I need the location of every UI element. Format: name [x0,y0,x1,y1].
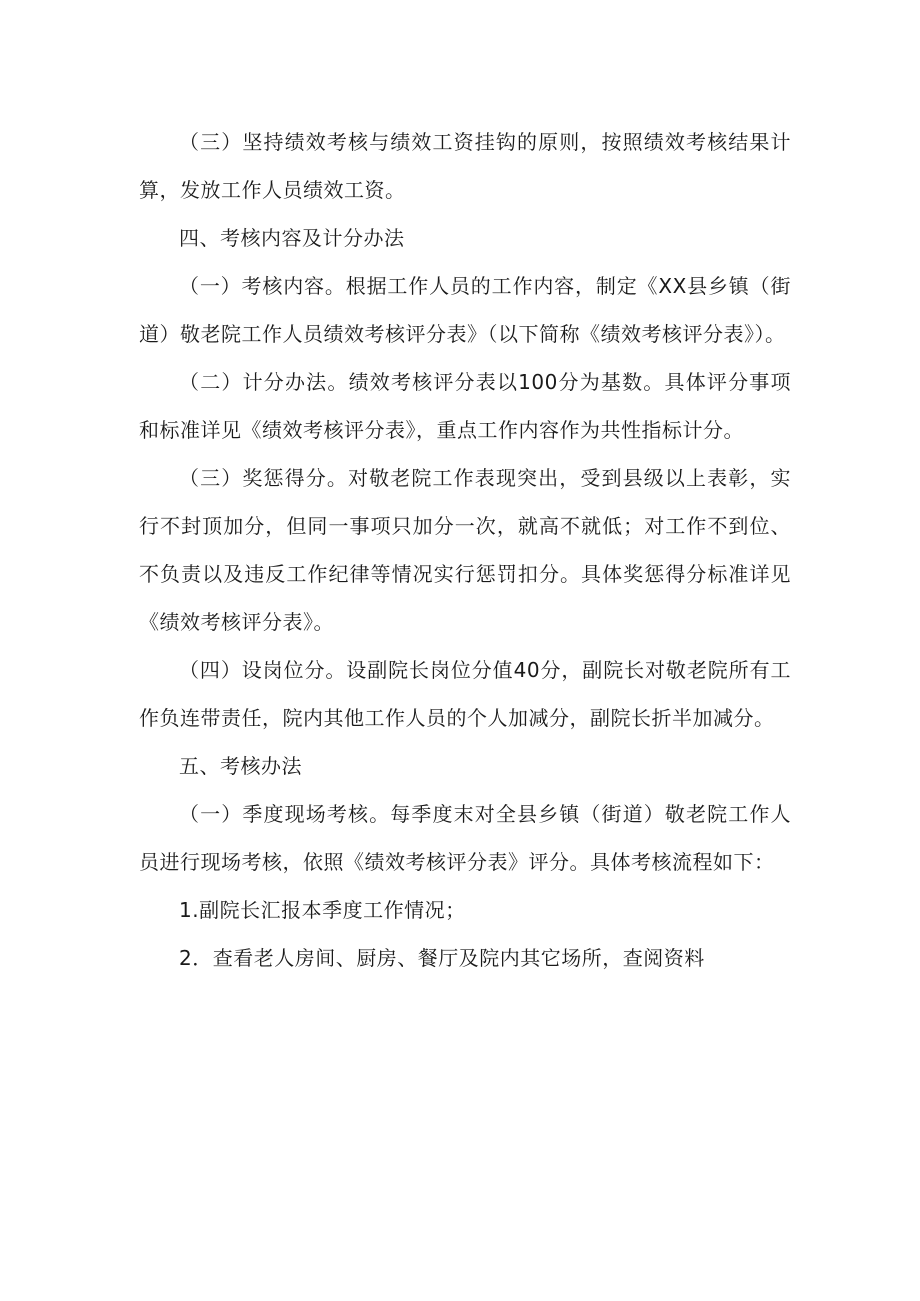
document-body [139,118,791,982]
list-item-step-2: 2．查看老人房间、厨房、餐厅及院内其它场所，查阅资料 [179,946,705,970]
section-heading-5: 五、考核办法 [179,754,302,778]
paragraph-principle-3: （三）坚持绩效考核与绩效工资挂钩的原则，按照绩效考核结果计算，发放工作人员绩效工资。 [139,130,791,202]
paragraph-post-score: （四）设岗位分。设副院长岗位分值40分，副院长对敬老院所有工作负连带责任，院内其他工作人员的个人加减分，副院长折半加减分。 [139,658,791,730]
list-item-step-1: 1.副院长汇报本季度工作情况； [179,898,466,922]
paragraph-scoring-method: （二）计分办法。绩效考核评分表以100分为基数。具体评分事项和标准详见《绩效考核评分表》，重点工作内容作为共性指标计分。 [139,370,791,442]
paragraph-quarterly-assessment: （一）季度现场考核。每季度末对全县乡镇（街道）敬老院工作人员进行现场考核，依照《绩效考核评分表》评分。具体考核流程如下： [139,802,791,874]
paragraph-reward-penalty: （三）奖惩得分。对敬老院工作表现突出，受到县级以上表彰，实行不封顶加分，但同一事项只加分一次，就高不就低；对工作不到位、不负责以及违反工作纪律等情况实行惩罚扣分。具体奖惩得分标准详见《绩效考核评分表》。 [139,466,791,634]
section-heading-4: 四、考核内容及计分办法 [179,226,405,250]
paragraph-assessment-content: （一）考核内容。根据工作人员的工作内容，制定《XX县乡镇（街道）敬老院工作人员绩效考核评分表》（以下简称《绩效考核评分表》）。 [139,274,791,346]
